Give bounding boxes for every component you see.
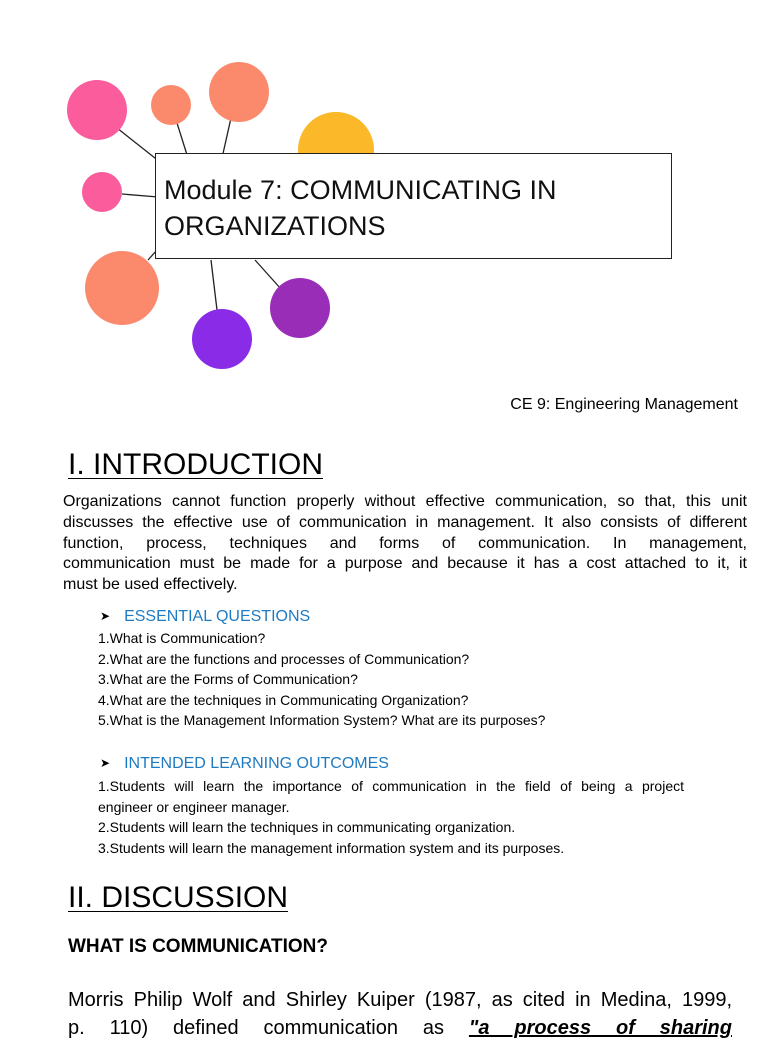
introduction-paragraph xyxy=(63,492,747,596)
learning-outcomes-heading xyxy=(100,754,389,774)
essential-questions-label: ESSENTIAL QUESTIONS xyxy=(124,608,311,625)
violet-circle xyxy=(192,309,252,369)
arrow-bullet-icon: ➤ xyxy=(100,609,111,623)
list-item: 2.Students will learn the techniques in communicating organization. xyxy=(98,819,516,835)
learning-outcomes-list xyxy=(98,776,684,858)
intro-line: Organizations cannot function properly without effective communication, so that, this unit xyxy=(63,493,747,510)
module-title-line-1: Module 7: COMMUNICATING IN xyxy=(164,175,557,205)
intro-line: must be used effectively. xyxy=(63,576,238,594)
salmon-circle-large xyxy=(85,251,159,325)
purple-circle xyxy=(270,278,330,338)
discussion-heading: II. DISCUSSION xyxy=(68,881,289,914)
list-item: 4.What are the techniques in Communicating Organization? xyxy=(98,691,469,708)
module-title xyxy=(164,172,664,244)
intro-line: function, process, techniques and forms of communication. In management, xyxy=(63,534,747,552)
communication-subheading: WHAT IS COMMUNICATION? xyxy=(68,936,328,957)
essential-questions-heading xyxy=(100,607,310,627)
pink-circle-small xyxy=(82,172,122,212)
quoted-definition: "a process of sharing xyxy=(468,1017,732,1039)
discussion-line: Morris Philip Wolf and Shirley Kuiper (1987, as cited in Medina, 1999, xyxy=(68,989,732,1011)
discussion-line xyxy=(68,1014,732,1042)
course-label: CE 9: Engineering Management xyxy=(510,396,738,413)
list-item: 2.What are the functions and processes of Communication? xyxy=(98,650,470,667)
intro-line: communication must be made for a purpose and because it has a cost attached to it, it xyxy=(63,555,747,573)
module-title-line-2: ORGANIZATIONS xyxy=(164,211,386,241)
salmon-circle-small xyxy=(151,85,191,125)
list-item: 5.What is the Management Information System? What are its purposes? xyxy=(98,712,546,728)
pink-circle-large xyxy=(67,80,127,140)
list-item: 3.What are the Forms of Communication? xyxy=(98,671,358,687)
learning-outcomes-label: INTENDED LEARNING OUTCOMES xyxy=(124,755,389,772)
essential-questions-list xyxy=(98,628,688,731)
intro-line: discusses the effective use of communication in management. It also consists of different xyxy=(63,513,747,531)
list-item: 1.Students will learn the importance of communication in the field of being a project xyxy=(98,778,684,794)
list-item: 1.What is Communication? xyxy=(98,630,266,646)
module-title-box xyxy=(155,153,672,259)
list-item: engineer or engineer manager. xyxy=(98,798,290,815)
introduction-heading: I. INTRODUCTION xyxy=(68,448,323,481)
salmon-circle-medium xyxy=(209,62,269,122)
discussion-line-plain: p. 110) defined communication as xyxy=(68,1017,445,1039)
list-item: 3.Students will learn the management information system and its purposes. xyxy=(98,839,565,856)
arrow-bullet-icon: ➤ xyxy=(100,756,111,770)
discussion-paragraph xyxy=(68,986,732,1042)
